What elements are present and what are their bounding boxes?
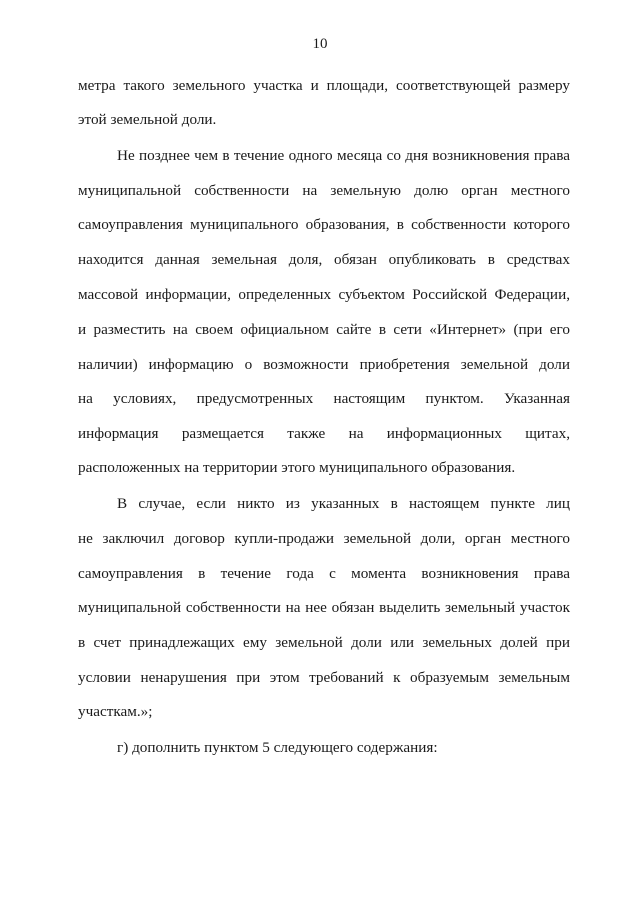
text-line: не заключил договор купли-продажи земельной доли, орган местного (78, 530, 570, 547)
text-line: самоуправления в течение года с момента возникновения права (78, 565, 570, 582)
text-line: Не позднее чем в течение одного месяца со дня возникновения права (117, 147, 570, 164)
text-line: наличии) информацию о возможности приобретения земельной доли (78, 356, 570, 373)
text-line: г) дополнить пунктом 5 следующего содержания: (117, 739, 438, 756)
text-line: этой земельной доли. (78, 111, 217, 128)
text-line: условии ненарушения при этом требований к образуемым земельным (78, 669, 570, 686)
text-line: и разместить на своем официальном сайте в сети «Интернет» (при его (78, 321, 570, 338)
text-line: информация размещается также на информационных щитах, (78, 425, 570, 442)
text-line: самоуправления муниципального образования, в собственности которого (78, 216, 570, 233)
text-line: в счет принадлежащих ему земельной доли или земельных долей при (78, 634, 570, 651)
text-line: находится данная земельная доля, обязан опубликовать в средствах (78, 251, 570, 268)
text-line: муниципальной собственности на нее обязан выделить земельный участок (78, 599, 570, 616)
text-line: муниципальной собственности на земельную долю орган местного (78, 182, 570, 199)
text-line: В случае, если никто из указанных в настоящем пункте лиц (117, 495, 570, 512)
text-line: метра такого земельного участка и площади, соответствующей размеру (78, 77, 570, 94)
text-line: на условиях, предусмотренных настоящим пунктом. Указанная (78, 390, 570, 407)
text-line: массовой информации, определенных субъектом Российской Федерации, (78, 286, 570, 303)
page-number: 10 (312, 36, 328, 52)
text-line: расположенных на территории этого муниципального образования. (78, 459, 516, 476)
text-line: участкам.»; (78, 703, 153, 720)
